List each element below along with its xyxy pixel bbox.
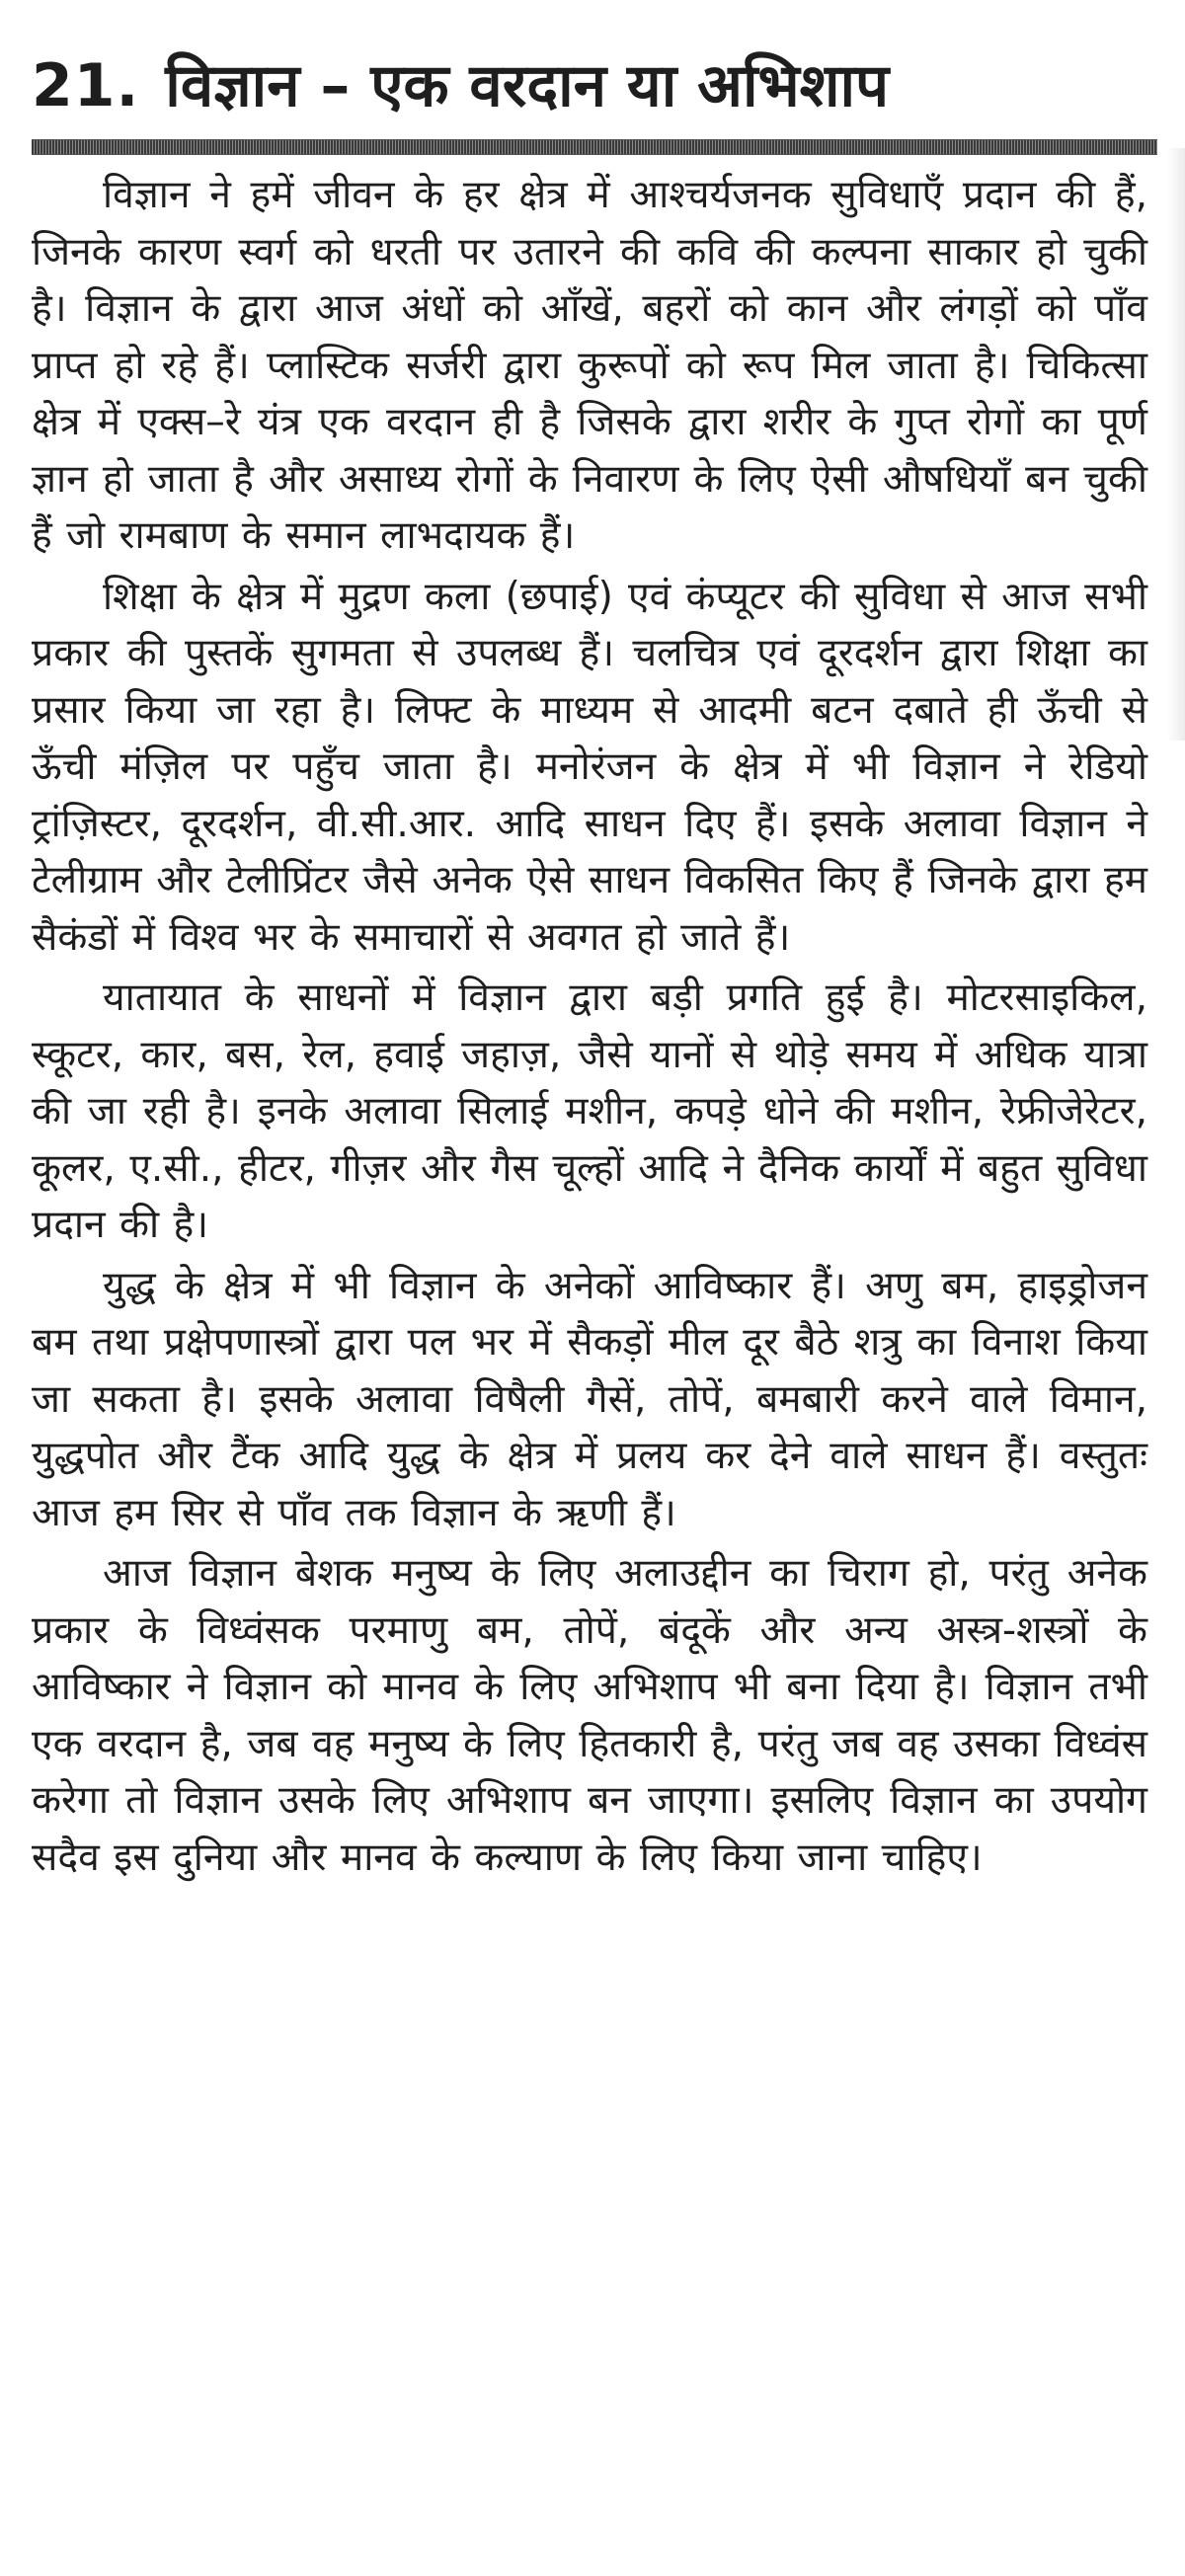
chapter-heading xyxy=(32,39,1138,133)
chapter-number: 21. xyxy=(32,51,140,120)
essay-body xyxy=(32,167,1147,1886)
paragraph-5: आज विज्ञान बेशक मनुष्य के लिए अलाउद्दीन का चिराग हो, परंतु अनेक प्रकार के विध्वंसक परमाणु बम, तोपें, बंदूकें और अन्य अस्त्र-शस्त्रों के आविष्कार ने विज्ञान को मानव के लिए अभिशाप भी बना दिया है। विज्ञान तभी एक वरदान है, जब वह मनुष्य के लिए हितकारी है, परंतु जब वह उसका विध्वंस करेगा तो विज्ञान उसके लिए अभिशाप बन जाएगा। इसलिए विज्ञान का उपयोग सदैव इस दुनिया और मानव के कल्याण के लिए किया जाना चाहिए। xyxy=(32,1551,1147,1880)
paragraph-1: विज्ञान ने हमें जीवन के हर क्षेत्र में आश्चर्यजनक सुविधाएँ प्रदान की हैं, जिनके कारण स्वर्ग को धरती पर उतारने की कवि की कल्पना साकार हो चुकी है। विज्ञान के द्वारा आज अंधों को आँखें, बहरों को कान और लंगड़ों को पाँव प्राप्त हो रहे हैं। प्लास्टिक सर्जरी द्वारा कुरूपों को रूप मिल जाता है। चिकित्सा क्षेत्र में एक्स–रे यंत्र एक वरदान ही है जिसके द्वारा शरीर के गुप्त रोगों का पूर्ण ज्ञान हो जाता है और असाध्य रोगों के निवारण के लिए ऐसी औषधियाँ बन चुकी हैं जो रामबाण के समान लाभदायक हैं। xyxy=(32,173,1147,558)
page-edge-shadow xyxy=(1167,148,1185,741)
paragraph-2: शिक्षा के क्षेत्र में मुद्रण कला (छपाई) एवं कंप्यूटर की सुविधा से आज सभी प्रकार की पुस्तकें सुगमता से उपलब्ध हैं। चलचित्र एवं दूरदर्शन द्वारा शिक्षा का प्रसार किया जा रहा है। लिफ्ट के माध्यम से आदमी बटन दबाते ही ऊँची से ऊँची मंज़िल पर पहुँच जाता है। मनोरंजन के क्षेत्र में भी विज्ञान ने रेडियो ट्रांज़िस्टर, दूरदर्शन, वी.सी.आर. आदि साधन दिए हैं। इसके अलावा विज्ञान ने टेलीग्राम और टेलीप्रिंटर जैसे अनेक ऐसे साधन विकसित किए हैं जिनके द्वारा हम सैकंडों में विश्व भर के समाचारों से अवगत हो जाते हैं। xyxy=(32,574,1147,960)
paragraph-3: यातायात के साधनों में विज्ञान द्वारा बड़ी प्रगति हुई है। मोटरसाइकिल, स्कूटर, कार, बस, रेल, हवाई जहाज़, जैसे यानों से थोड़े समय में अधिक यात्रा की जा रही है। इनके अलावा सिलाई मशीन, कपड़े धोने की मशीन, रेफ्रीजेरेटर, कूलर, ए.सी., हीटर, गीज़र और गैस चूल्हों आदि ने दैनिक कार्यों में बहुत सुविधा प्रदान की है। xyxy=(32,976,1147,1247)
heading-underline xyxy=(32,139,1157,155)
chapter-title: विज्ञान – एक वरदान या अभिशाप xyxy=(165,51,890,120)
paragraph-4: युद्ध के क्षेत्र में भी विज्ञान के अनेकों आविष्कार हैं। अणु बम, हाइड्रोजन बम तथा प्रक्षेपणास्त्रों द्वारा पल भर में सैकड़ों मील दूर बैठे शत्रु का विनाश किया जा सकता है। इसके अलावा विषैली गैसें, तोपें, बमबारी करने वाले विमान, युद्धपोत और टैंक आदि युद्ध के क्षेत्र में प्रलय कर देने वाले साधन हैं। वस्तुतः आज हम सिर से पाँव तक विज्ञान के ऋणी हैं। xyxy=(32,1263,1147,1535)
